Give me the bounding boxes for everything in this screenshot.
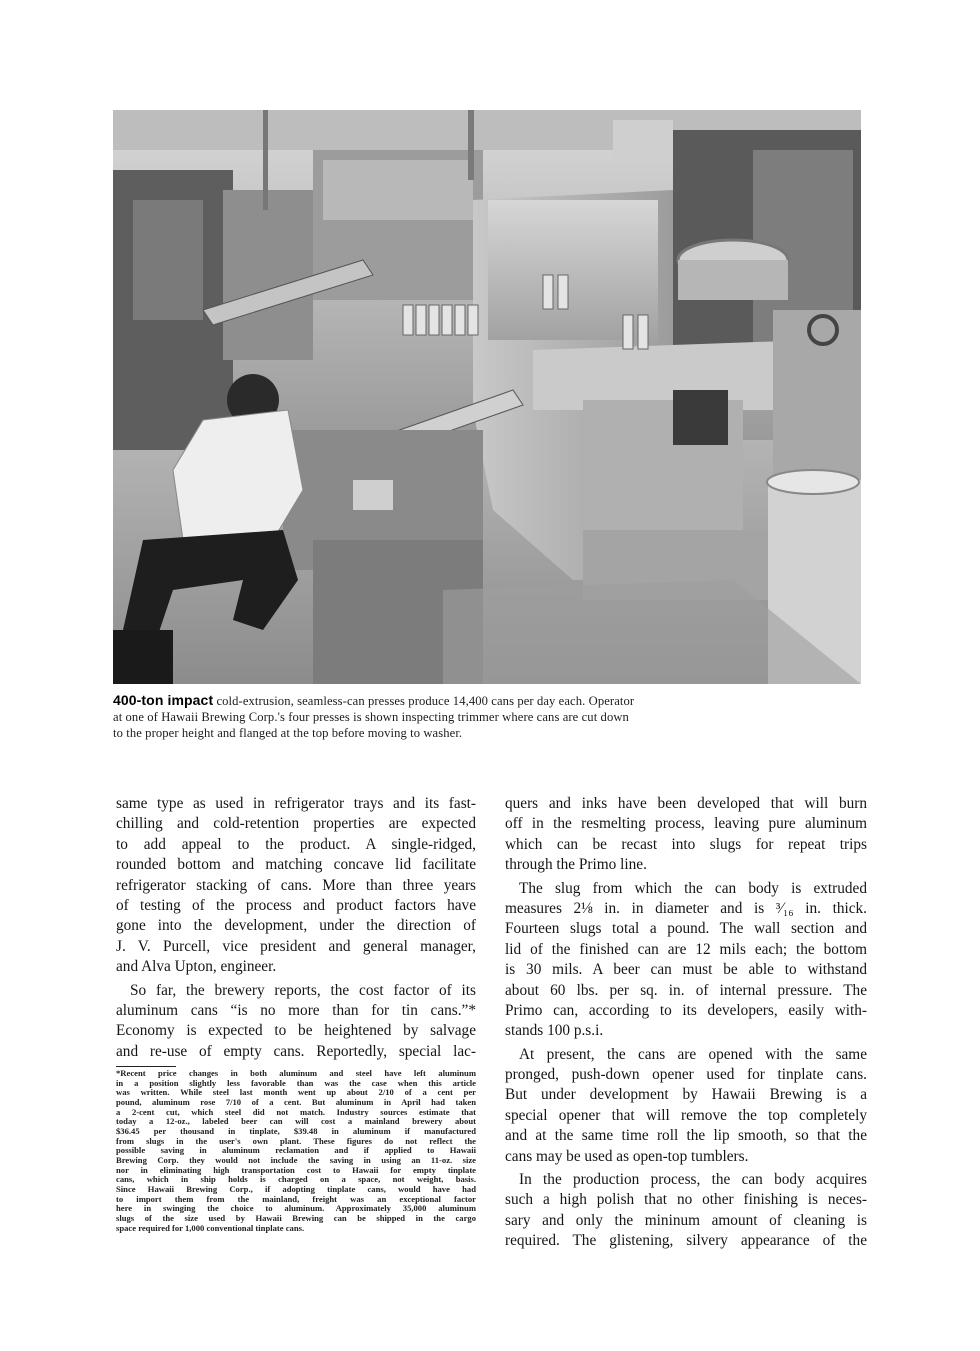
footnote-line: Since Hawaii Brewing Corp., if adopting tinplate cans, would have had <box>116 1183 476 1194</box>
footnote-line: space required for 1,000 conventional tinplate cans. <box>116 1222 305 1233</box>
footnote-line: a 2-cent cut, which steel did not match. Industry sources estimate that <box>116 1106 476 1117</box>
footnote-line: was written. While steel last month went up about 2/10 of a cent per <box>116 1087 476 1098</box>
text-line: chilling and cold-retention properties are expected <box>116 815 476 833</box>
right-column <box>505 794 867 1252</box>
text-line: sary and only the mininum amount of cleaning is <box>505 1211 867 1229</box>
footnote-line: cans, which in ship holds is charged on a space, not weight, basis. <box>116 1174 476 1185</box>
text-line: Primo can, according to its developers, easily with- <box>505 1001 867 1019</box>
text-line: is 30 mils. A beer can must be able to withstand <box>505 961 867 979</box>
footnote-line: nor in eliminating high transportation cost to Hawaii for empty tinplate <box>116 1164 476 1175</box>
text-line: required. The glistening, silvery appearance of the <box>505 1232 867 1250</box>
text-line: Fourteen slugs total a pound. The wall section and <box>505 920 867 938</box>
text-line: rounded bottom and matching concave lid facilitate <box>116 856 476 874</box>
footnote-line: in a position slightly less favorable than was the case when this article <box>116 1077 476 1088</box>
footnote-line: pound, aluminum rose 7/10 of a cent. But aluminum in April had taken <box>116 1096 476 1107</box>
caption-line-3: to the proper height and flanged at the top before moving to washer. <box>113 726 463 741</box>
footnote-line: slugs of the size used by Hawaii Brewing can be shipped in the cargo <box>116 1212 476 1223</box>
left-column <box>116 794 476 1062</box>
footnote-line: $36.45 per thousand in tinplate, $39.48 in aluminum if manufactured <box>116 1125 476 1136</box>
footnote-line: here in swinging the choice to aluminum. Approximately 35,000 aluminum <box>116 1203 476 1214</box>
text-line: aluminum cans “is no more than for tin cans.”* <box>116 1001 476 1019</box>
caption-text-1: cold-extrusion, seamless-can presses produce 14,400 cans per day each. Operator <box>213 694 635 708</box>
caption-line-2: at one of Hawaii Brewing Corp.'s four presses is shown inspecting trimmer where cans are cut down <box>113 710 629 725</box>
left-paragraph-2 <box>116 981 476 1063</box>
photo-caption <box>113 692 813 742</box>
text-line: refrigerator stacking of cans. More than three years <box>116 876 476 894</box>
text-line: quers and inks have been developed that will burn <box>505 795 867 812</box>
text-line: to add appeal to the product. A single-ridged, <box>116 835 476 853</box>
text-line: and re-use of empty cans. Reportedly, special lac- <box>116 1042 476 1060</box>
caption-line-1 <box>113 692 813 709</box>
footnote-line: Brewing Corp. they would not include the saving in using an 11-oz. size <box>116 1154 476 1165</box>
right-paragraph-1 <box>505 794 867 876</box>
footnote-line: to import them from the mainland, freight was an exceptional factor <box>116 1193 476 1204</box>
text-line: same type as used in refrigerator trays and its fast- <box>116 795 476 812</box>
footnote-line: today a 12-oz., labeled beer can will cost a mainland brewery about <box>116 1116 476 1127</box>
text-line: pronged, push-down opener used for tinplate cans. <box>505 1066 867 1084</box>
footnote <box>116 1069 476 1233</box>
text-line: So far, the brewery reports, the cost factor of its <box>130 981 476 999</box>
text-line: At present, the cans are opened with the same <box>519 1045 867 1063</box>
text-line: measures 2⅛ in. in diameter and is ³⁄₁₆ in. thick. <box>505 899 867 917</box>
text-line: of testing of the process and product factors have <box>116 896 476 914</box>
text-line: which can be recast into slugs for repeat trips <box>505 835 867 853</box>
text-line: such a high polish that no other finishing is neces- <box>505 1191 867 1209</box>
factory-photo <box>113 110 861 684</box>
text-line: stands 100 p.s.i. <box>505 1022 604 1040</box>
text-line: Economy is expected to be heightened by salvage <box>116 1022 476 1040</box>
text-line: In the production process, the can body acquires <box>519 1171 867 1189</box>
left-paragraph-1 <box>116 794 476 978</box>
text-line: lid of the finished can are 12 mils each; the bottom <box>505 940 867 958</box>
factory-photo-icon <box>113 110 861 684</box>
right-paragraph-3 <box>505 1045 867 1167</box>
footnote-line: possible saving in aluminum reclamation and if applied to Hawaii <box>116 1145 476 1156</box>
text-line: gone into the development, under the direction of <box>116 917 476 935</box>
text-line: The slug from which the can body is extruded <box>519 879 867 897</box>
text-line: and at the same time roll the lip smooth, so that the <box>505 1127 867 1145</box>
footnote-line: *Recent price changes in both aluminum and steel have left aluminum <box>116 1068 476 1078</box>
text-line: about 60 lbs. per sq. in. of internal pressure. The <box>505 981 867 999</box>
text-line: special opener that will remove the top completely <box>505 1106 867 1124</box>
footnote-rule <box>116 1066 176 1067</box>
footnote-line: from slugs in the user's own plant. These figures do not reflect the <box>116 1135 476 1146</box>
text-line: J. V. Purcell, vice president and general manager, <box>116 937 476 955</box>
text-line: off in the resmelting process, leaving pure aluminum <box>505 815 867 833</box>
text-line: through the Primo line. <box>505 856 647 874</box>
right-paragraph-4 <box>505 1170 867 1252</box>
text-line: But under development by Hawaii Brewing is a <box>505 1086 867 1104</box>
caption-lead: 400-ton impact <box>113 692 214 708</box>
right-paragraph-2 <box>505 879 867 1042</box>
text-line: and Alva Upton, engineer. <box>116 958 277 976</box>
text-line: cans may be used as open-top tumblers. <box>505 1147 749 1165</box>
